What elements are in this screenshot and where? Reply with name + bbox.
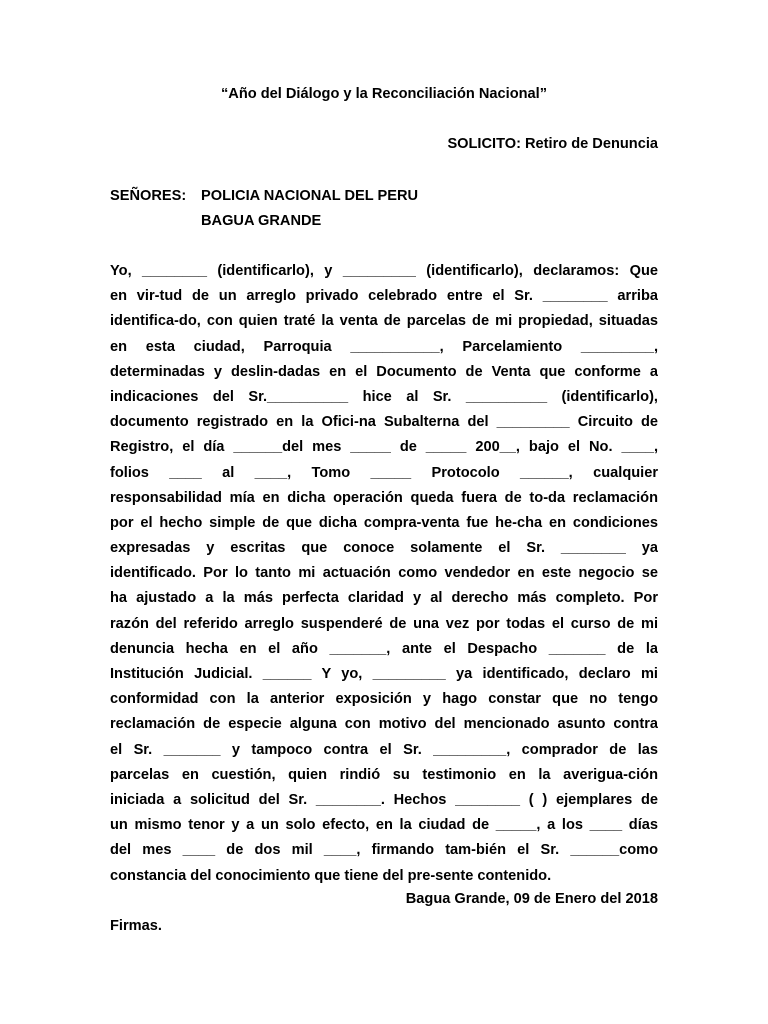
body-line: indicaciones del Sr.__________ hice al Sr. __________ (identificarlo), bbox=[110, 388, 658, 405]
body-line: un mismo tenor y a un solo efecto, en la ciudad de _____, a los ____ días bbox=[110, 817, 658, 834]
addressee-label: SEÑORES: bbox=[110, 188, 187, 204]
addressee-row-1 bbox=[110, 184, 418, 209]
body-line: el Sr. _______ y tampoco contra el Sr. _________, comprador de las bbox=[110, 741, 658, 758]
body-line: Registro, el día ______del mes _____ de _____ 200__, bajo el No. ____, bbox=[110, 439, 658, 456]
body-line: Institución Judicial. ______ Y yo, _________ ya identificado, declaro mi bbox=[110, 666, 658, 682]
place-and-date: Bagua Grande, 09 de Enero del 2018 bbox=[405, 891, 658, 907]
body-line: determinadas y deslin-dadas en el Documento de Venta que conforme a bbox=[110, 363, 658, 380]
addressee-row-2 bbox=[110, 209, 418, 234]
body-line: folios ____ al ____, Tomo _____ Protocolo ______, cualquier bbox=[110, 464, 658, 481]
body-line: documento registrado en la Ofici-na Subalterna del _________ Circuito de bbox=[110, 414, 658, 431]
letter-body bbox=[110, 259, 658, 889]
signatures-label: Firmas. bbox=[110, 918, 162, 934]
body-line: en esta ciudad, Parroquia ___________, Parcelamiento _________, bbox=[110, 338, 658, 355]
addressee-location: BAGUA GRANDE bbox=[201, 213, 322, 229]
body-line: identificado. Por lo tanto mi actuación como vendedor en este negocio se bbox=[110, 565, 658, 582]
body-line: en vir-tud de un arreglo privado celebrado entre el Sr. ________ arriba bbox=[110, 288, 658, 305]
body-line-last: constancia del conocimiento que tiene del pre-sente contenido. bbox=[110, 867, 552, 884]
body-line: razón del referido arreglo suspenderé de una vez por todas el curso de mi bbox=[110, 615, 658, 632]
body-line: parcelas en cuestión, quien rindió su testimonio en la averigua-ción bbox=[110, 766, 658, 783]
body-line: iniciada a solicitud del Sr. ________. Hechos ________ ( ) ejemplares de bbox=[110, 791, 658, 808]
body-line: Yo, ________ (identificarlo), y _________ (identificarlo), declaramos: Que bbox=[110, 263, 658, 279]
body-line: expresadas y escritas que conoce solamente el Sr. ________ ya bbox=[110, 540, 658, 557]
body-line: ha ajustado a la más perfecta claridad y al derecho más completo. Por bbox=[110, 590, 658, 607]
body-line: denuncia hecha en el año _______, ante el Despacho _______ de la bbox=[110, 640, 658, 657]
body-line: responsabilidad mía en dicha operación queda fuera de to-da reclamación bbox=[110, 489, 658, 506]
body-line: identifica-do, con quien traté la venta de parcelas de mi propiedad, situadas bbox=[110, 313, 658, 330]
body-line: conformidad con la anterior exposición y hago constar que no tengo bbox=[110, 691, 658, 708]
body-line: por el hecho simple de que dicha compra-venta fue he-cha en condiciones bbox=[110, 514, 658, 531]
body-line: del mes ____ de dos mil ____, firmando tam-bién el Sr. ______como bbox=[110, 842, 658, 859]
addressee-institution: POLICIA NACIONAL DEL PERU bbox=[201, 188, 419, 204]
request-subject: SOLICITO: Retiro de Denuncia bbox=[447, 136, 658, 152]
addressee-block bbox=[110, 184, 418, 234]
body-line: reclamación de especie alguna con motivo del mencionado asunto contra bbox=[110, 716, 658, 733]
year-motto: “Año del Diálogo y la Reconciliación Nacional” bbox=[221, 86, 547, 102]
